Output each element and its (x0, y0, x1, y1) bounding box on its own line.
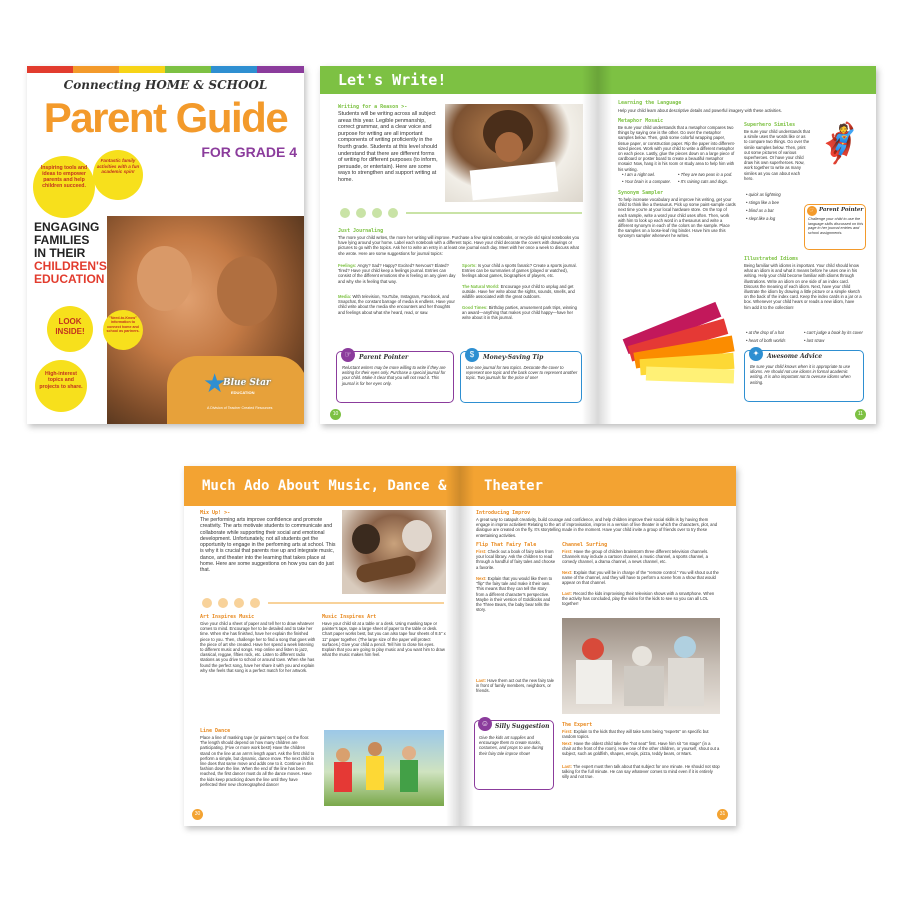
metaphor-mosaic-heading: Metaphor Mosaic (618, 118, 664, 124)
idiom-example: • at the drop of a hat (746, 330, 784, 335)
cover-need-to-know-badge: "Need-to-Know" information to connect home and school as partners. (103, 310, 143, 350)
decor-line (268, 602, 444, 604)
decor-line (406, 212, 582, 214)
money-icon: $ (465, 348, 479, 362)
superhero-similes-body: Be sure your child understands that a simile uses the words like or as to compare two things. Go over the simile samples below. Then, print out some pictures of various superheroes. Or have your child draw his own superheroes. Now, work together to write as many similes as you can about each hero. (744, 129, 810, 181)
page-fold-shadow (446, 466, 460, 826)
money-tip-title: Money-Saving Tip (483, 354, 544, 361)
silly-suggestion-box (474, 720, 554, 790)
simile-example: • quick as lightning (746, 192, 781, 197)
music-dance-theater-spread (184, 466, 736, 826)
silly-suggestion-text: Give the kids art supplies and encourage them to create masks, costumes, and props to use during their fairy tale improv show! (479, 735, 544, 756)
journaling-heading: Just Journaling (338, 228, 384, 234)
synonym-sampler-body: To help increase vocabulary and improve his writing, get your child to think like a thesaurus. Pick up some paint-sample cards next time you're at your local hardware store. On the top of each sample, write a word your child uses often. Then, work with him to look up each word in a thesaurus and write a different synonym in each of the colors on the sample. Place the samples on a loose-leaf ring binder. Have him use this synonym sampler whenever he writes. (618, 197, 736, 239)
line-dance-heading: Line Dance (200, 728, 231, 734)
cover-stripe-purple (257, 66, 304, 73)
parent-pointer-text: Reluctant writers may be more willing to write if they are writing for their eyes only. Purchase a special journal for your child. Make it clear that you will not read it. This journal is for her eyes only. (342, 365, 446, 386)
photo-grandfather-guitar (342, 510, 446, 594)
page-fold-shadow (598, 66, 612, 424)
art-inspires-music-heading: Art Inspires Music (200, 614, 255, 620)
paint-sample-cards-image (622, 280, 734, 390)
smiley-icon: ☺ (478, 717, 492, 731)
cover-stripe-green (165, 66, 211, 73)
decor-dot (234, 598, 244, 608)
metaphor-example: • It's raining cats and dogs. (678, 179, 728, 184)
sports-item: Sports: Is your child a sports fanatic? Create a sports journal. Entries can be summaries of games (played or watched), feelings about games, biographies of players, etc. (462, 263, 577, 279)
channel-last: Last: Record the kids improvising their television shows with a smartphone. When the activity has concluded, play the video for the kids to see so you can all LOL together! (562, 591, 715, 607)
line-dance-body: Place a line of masking tape (or painter's tape) on the floor. The length should depend on how many children are participating. (Five or more work best!) Have the children stand on the line at an arm's length apart. Ask the first child to perform a simple, but dynamic, dance move. The next child in line does that same move and adds one to it. Continue in this fashion down the line. When the end of the line has been reached, the first dancer must do all the dance moves. Have the kids keep practicing down the line until they have perfected their new choreographed dance! (200, 735, 315, 787)
expert-next: Next: Have the oldest child take the "hot seat" first. Have him sit "on stage" (in a chair at the front of the room). Have one of the other children, or yourself, shout out a subject, such as goldfish, shapes, emojis, pizza, teddy bears, or Mars. (562, 741, 720, 757)
page-11-header-bar (598, 66, 876, 94)
parent-pointer-2-text: Challenge your child to use the language skills discussed on this page in her journal entries and school assignments. (808, 217, 864, 235)
simile-example: • slept like a log (746, 216, 776, 221)
art-inspires-music-body: Give your child a sheet of paper and tell her to draw whatever comes to mind. Encourage her to be detailed and to take her time. When she has finished, have her explain the finished piece to you. Then, challenge her to find a song that goes with the piece of art she created. Have her spend a week listening to different music and songs. Hop online and listen to jazz, classical, reggae, fifties rock, etc. Listen to different radio stations as you drive to school or around town. When she has found the perfect song, have her share it with you and explain why she feels that song is a perfect match for her artwork. (200, 621, 316, 673)
photo-kids-costumes (562, 618, 720, 714)
improv-body: A great way to catapult creativity, build courage and confidence, and help children improve their social skills is by having them engage in improv activities! Relating to the art of improvisation, improv is a version of live theater in which the characters, plot, and dialogue are created on the fly. It's storytelling made in the moment. Have your child invite a group of friends over to try these entertaining activities. (476, 517, 718, 538)
pointer-hand-icon: ☞ (341, 348, 355, 362)
journaling-body: The more your child writes, the more her writing will improve. Purchase a few spiral notebooks, or recycle old spiral notebooks you have lying around your home. Label each notebook with a different topic. Have your child decorate the covers with drawings or pictures to go with the topics. Ask her to write an entry in at least one journal each day. Meet with her once a week to discuss what she wrote. Here are some suggestions for journal topics: (338, 235, 580, 256)
expert-first: First: Explain to the kids that they will take turns being "experts" on specific but random topics. (562, 729, 709, 740)
learning-language-heading: Learning the Language (618, 100, 682, 106)
metaphor-example: • They are two peas in a pod. (678, 172, 733, 177)
cover-bubble-family: Fantastic family activities with a fun academic spin! (93, 150, 143, 200)
channel-surfing-heading: Channel Surfing (562, 542, 608, 548)
synonym-sampler-heading: Synonym Sampler (618, 190, 664, 196)
music-inspires-art-heading: Music Inspires Art (322, 614, 377, 620)
spread2-title-left: Much Ado About Music, Dance & (202, 478, 447, 494)
parent-pointer-box-2 (804, 204, 866, 250)
fairy-next: Next: Explain that you would like them to "flip" the fairy tale and make it their own. This means that they can tell the story from a different character's perspective. Maybe in their version of Goldilocks and the Three Bears, the baby bear tells the story. (476, 576, 553, 613)
page-number-right: 31 (717, 809, 728, 820)
idiom-example: • last straw (804, 338, 825, 343)
expert-last: Last: The expert must then talk about that subject for one minute. He should not stop talking for the full minute. He can say whatever comes to mind even if it is entirely silly and not true. (562, 764, 720, 780)
decor-dot (218, 598, 228, 608)
parent-pointer-title: Parent Pointer (359, 354, 409, 361)
publisher-sub: EDUCATION (231, 390, 255, 395)
good-times-item: Good Times: Birthday parties, amusement park trips, winning an award—anything that makes your child happy—have her write about it in this journal. (462, 305, 577, 321)
cover-headline: ENGAGING FAMILIES IN THEIR CHILDREN'S EDUCATION (34, 220, 107, 286)
music-inspires-art-body: Have your child sit at a table or a desk. Using masking tape or painter's tape, tape a large sheet of paper to the table or desk. Chart paper works best, but you can also tape four sheets of 8.5" x 11" paper together. (The large size of the paper will protect surfaces.) Give your child a pencil. Tell him to close his eyes. Explain that you are going to play music and you want him to draw what the music makes him feel. (322, 621, 446, 658)
cover-kicker: Connecting HOME & SCHOOL (63, 78, 268, 92)
simile-example: • stinga like a bee (746, 200, 779, 205)
page-number-right: 11 (855, 409, 866, 420)
decor-dot (340, 208, 350, 218)
cover-stripe-yellow (119, 66, 165, 73)
photo-kids-dancing (324, 730, 444, 806)
metaphor-mosaic-body: Be sure your child understands that a metaphor compares two things by saying one is the other. Go over the metaphor samples below. Then, grab some colorful wrapping paper, tissue paper, or construction paper. Rip the paper into different-sized pieces. Work with your child to write a different metaphor on each piece. Lastly, glue the pieces down on a large piece of cardboard or poster board to create a beautiful metaphor mosaic! Now, hang it in his room or study area to help him with his writing. (618, 125, 736, 172)
idiom-example: • heart of both worlds (746, 338, 786, 343)
natural-world-item: The Natural World: Encourage your child to unplug and get outside. Have her write about the sights, sounds, smells, and wildlife associated with the great outdoors. (462, 284, 575, 300)
fairy-first: First: Check out a book of fairy tales from your local library. Ask the children to read through a handful of fairy tales and choose a favorite. (476, 549, 556, 570)
decor-dot (202, 598, 212, 608)
cover-grade: FOR GRADE 4 (201, 144, 297, 160)
blue-star-logo-icon: ★ (203, 368, 227, 398)
metaphor-example: • Your brain is a computer. (622, 179, 671, 184)
media-item: Media: With television, YouTube, Instagram, Facebook, and Snapchat, the constant barrage of media is endless. Have your child write about the media she encounters and her thoughts and feelings about what she heard, read, or saw. (338, 294, 455, 315)
awesome-advice-text: Be sure your child knows when it is appropriate to use idioms. He should not use idioms in formal academic writing. It is also important not to overuse idioms when writing. (750, 364, 851, 385)
simile-example: • blind as a bat (746, 208, 774, 213)
channel-first: First: Have the group of children brainstorm three different television channels. Channels may include a cartoon channel, a music channel, a sports channel, a comedy channel, a drama channel, a news channel, etc. (562, 549, 709, 565)
feelings-item: Feelings: Angry? Sad? Happy? Excited? Nervous? Elated? Tired? Have your child keep a feelings journal. Entries can consist of the different emotions she is feeling on any given day and why she is feeling that way. (338, 263, 456, 284)
fairy-last: Last: Have them act out the new fairy tale in front of family members, neighbors, or friends. (476, 678, 554, 694)
illustrated-idioms-heading: Illustrated Idioms (744, 256, 799, 262)
lets-write-title: Let's Write! (338, 71, 447, 89)
cover-stripe-orange (73, 66, 119, 73)
mix-up-body: The performing arts improve confidence and promote creativity. The arts motivate students to communicate and collaborate while supporting their social and emotional development. Unfortunately, not all students get the opportunity to engage in the performing arts at school. This is why it is crucial that parents rise up and integrate music, dance, and theater into the learning that takes place at home. Here are some suggestions on how you can do just that. (200, 517, 336, 574)
lets-write-spread (320, 66, 876, 424)
cover-title: Parent Guide (43, 94, 288, 141)
mix-up-heading: Mix Up! >- (200, 510, 231, 516)
the-expert-heading: The Expert (562, 722, 593, 728)
cover-bubble-inspiring: Inspiring tools and ideas to empower parents and help children succeed. (33, 156, 95, 218)
parent-pointer-2-title: Parent Pointer (819, 207, 864, 213)
money-saving-tip-box (460, 351, 582, 403)
decor-dot (356, 208, 366, 218)
superhero-similes-heading: Superhero Similes (744, 122, 796, 128)
flip-fairy-tale-heading: Flip That Fairy Tale (476, 542, 537, 548)
silly-suggestion-title: Silly Suggestion (495, 723, 550, 730)
superhero-icon: 🦸 (816, 123, 864, 165)
page-10 (320, 66, 598, 424)
publisher-name: Blue Star (223, 378, 271, 388)
pointer-hand-icon: ☞ (807, 206, 817, 216)
illustrated-idioms-body: Being familiar with idioms is important. Your child should know what an idiom is and what it means before he uses one in his writing. Help your child become familiar with idioms through illustrations. Write an idiom on one side of an index card. Discuss the meaning of each idiom. Next, have your child illustrate the idiom by drawing a little picture or a simple sketch on the back of the index card. Keep the index cards in a jar or a box. Whenever your child hears or reads a new idiom, have him add it to the collection! (744, 263, 862, 310)
writing-reason-heading: Writing for a Reason >- (338, 104, 408, 110)
lightbulb-icon: ✦ (749, 347, 763, 361)
cover-look-inside-badge: LOOK INSIDE! (47, 306, 93, 352)
decor-dot (250, 598, 260, 608)
decor-dot (372, 208, 382, 218)
parent-pointer-box (336, 351, 454, 403)
cover-stripe-blue (211, 66, 257, 73)
metaphor-example: • I am a night owl. (622, 172, 656, 177)
parent-guide-cover (27, 66, 304, 424)
decor-dot (388, 208, 398, 218)
page-number-left: 30 (192, 809, 203, 820)
page-11 (598, 66, 876, 424)
learning-language-intro: Help your child learn about descriptive details and powerful imagery with these activities. (618, 108, 782, 113)
awesome-advice-box (744, 350, 864, 402)
money-tip-text: Use one journal for two topics. Decorate the cover to represent one topic and the back cover to represent another topic. Two journals for the price of one! (466, 365, 578, 381)
cover-high-interest-badge: High-interest topics and projects to share. (35, 360, 87, 412)
channel-next: Next: Explain that you will be in charge of the "remote control." You will shout out the name of the channel, and they will have to perform a scene from a show that would appear on that channel. (562, 570, 719, 586)
publisher-division: A Division of Teacher Created Resources (207, 406, 273, 410)
page-fold-shadow (460, 466, 474, 826)
writing-reason-body: Students will be writing across all subject areas this year. Legible penmanship, correct grammar, and a clear voice and purpose for writing are all important components of writing proficiently in the fourth grade. Students at this level should understand that there are different forms of writing for different purposes (to inform, persuade, or entertain). Here are some ways to strengthen and support writing at home. (338, 111, 438, 183)
awesome-advice-title: Awesome Advice (767, 353, 823, 360)
improv-heading: Introducing Improv (476, 510, 531, 516)
photo-girl-writing (445, 104, 583, 202)
cover-stripe-red (27, 66, 73, 73)
page-number-left: 10 (330, 409, 341, 420)
page-fold-shadow (582, 66, 598, 424)
spread2-title-right: Theater (484, 478, 544, 494)
idiom-example: • can't judge a book by its cover (804, 330, 863, 335)
